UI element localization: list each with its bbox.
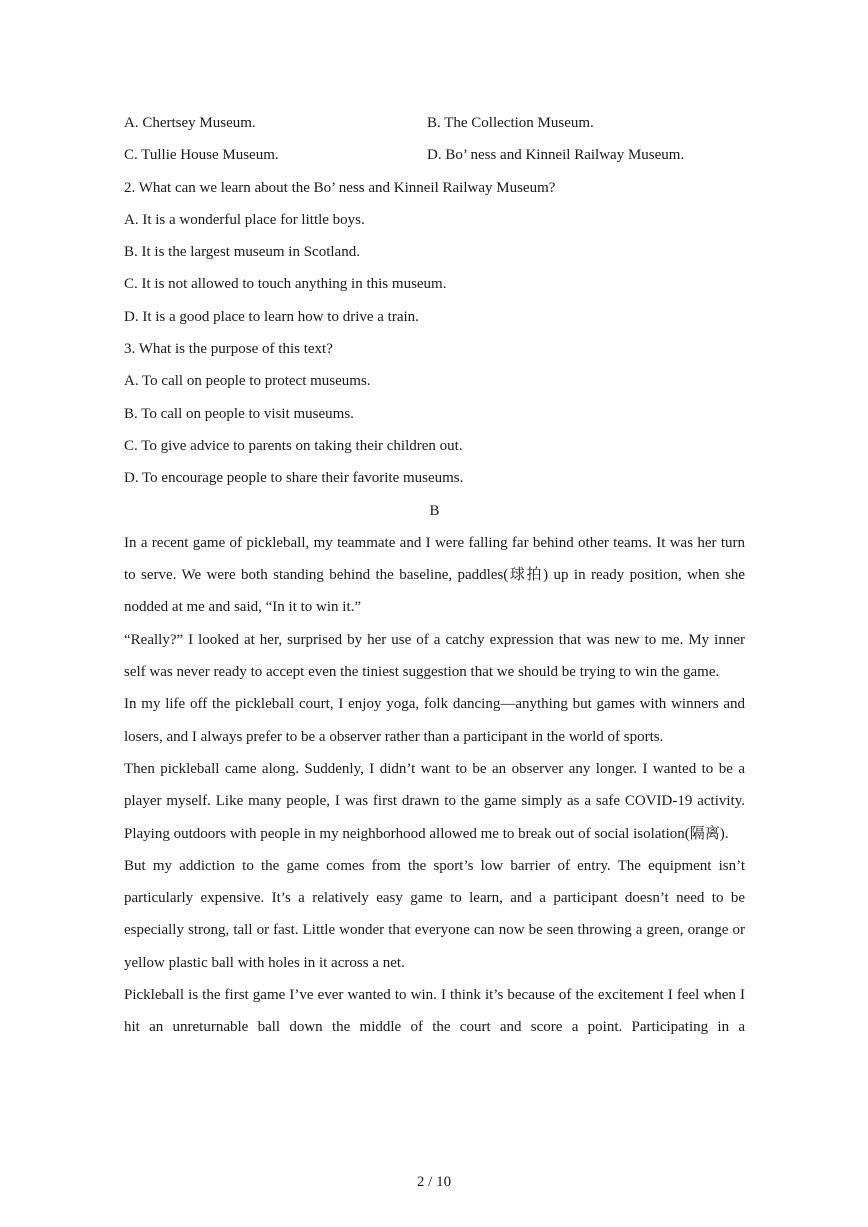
q2-option-a: A. It is a wonderful place for little boys. [124, 211, 365, 228]
q3-option-b: B. To call on people to visit museums. [124, 405, 354, 422]
q2-option-c: C. It is not allowed to touch anything in this museum. [124, 276, 447, 293]
paragraph: Then pickleball came along. Suddenly, I didn’t want to be an observer any longer. I wanted to be a player myself. Like many people, I was first drawn to the game simply as a safe COVID-19 activity. Playing outdoors with people in my neighborhood allowed me to break out of social isolation(隔离). [124, 760, 745, 842]
q2-question: 2. What can we learn about the Bo’ ness and Kinneil Railway Museum? [124, 179, 556, 196]
q2-option-b: B. It is the largest museum in Scotland. [124, 244, 360, 261]
q1-option-a: A. Chertsey Museum. [124, 114, 256, 131]
paragraph: “Really?” I looked at her, surprised by her use of a catchy expression that was new to me. My inner self was never ready to accept even the tiniest suggestion that we should be trying to win the game. [124, 631, 745, 681]
q1-option-c: C. Tullie House Museum. [124, 146, 279, 163]
q3-option-a: A. To call on people to protect museums. [124, 373, 371, 390]
paragraph: But my addiction to the game comes from the sport’s low barrier of entry. The equipment isn’t particularly expensive. It’s a relatively easy game to learn, and a participant doesn’t need to be especially strong, tall or fast. Little wonder that everyone can now be seen throwing a green, orange or yellow plastic ball with holes in it across a net. [124, 857, 745, 971]
q3-option-d: D. To encourage people to share their favorite museums. [124, 470, 464, 487]
q1-option-b: B. The Collection Museum. [427, 114, 594, 131]
q1-options-row-2 [124, 139, 745, 171]
page-number: 2 / 10 [416, 1174, 452, 1190]
paragraph: Pickleball is the first game I’ve ever wanted to win. I think it’s because of the excitement I feel when I hit an unreturnable ball down the middle of the court and score a point. Participating in a [124, 987, 745, 1036]
q1-options-row-1 [124, 107, 745, 139]
q3-option-c: C. To give advice to parents on taking their children out. [124, 437, 463, 454]
q2-option-d: D. It is a good place to learn how to drive a train. [124, 308, 419, 325]
q3-question: 3. What is the purpose of this text? [124, 341, 333, 358]
paragraph: In my life off the pickleball court, I enjoy yoga, folk dancing—anything but games with winners and losers, and I always prefer to be a observer rather than a participant in the world of sports. [124, 696, 745, 745]
q1-option-d: D. Bo’ ness and Kinneil Railway Museum. [427, 146, 685, 163]
document-page [124, 107, 745, 1044]
section-heading: B [429, 502, 440, 519]
paragraph: In a recent game of pickleball, my teammate and I were falling far behind other teams. It was her turn to serve. We were both standing behind the baseline, paddles(球拍) up in ready position, when she nodded at me and said, “In it to win it.” [124, 534, 745, 616]
